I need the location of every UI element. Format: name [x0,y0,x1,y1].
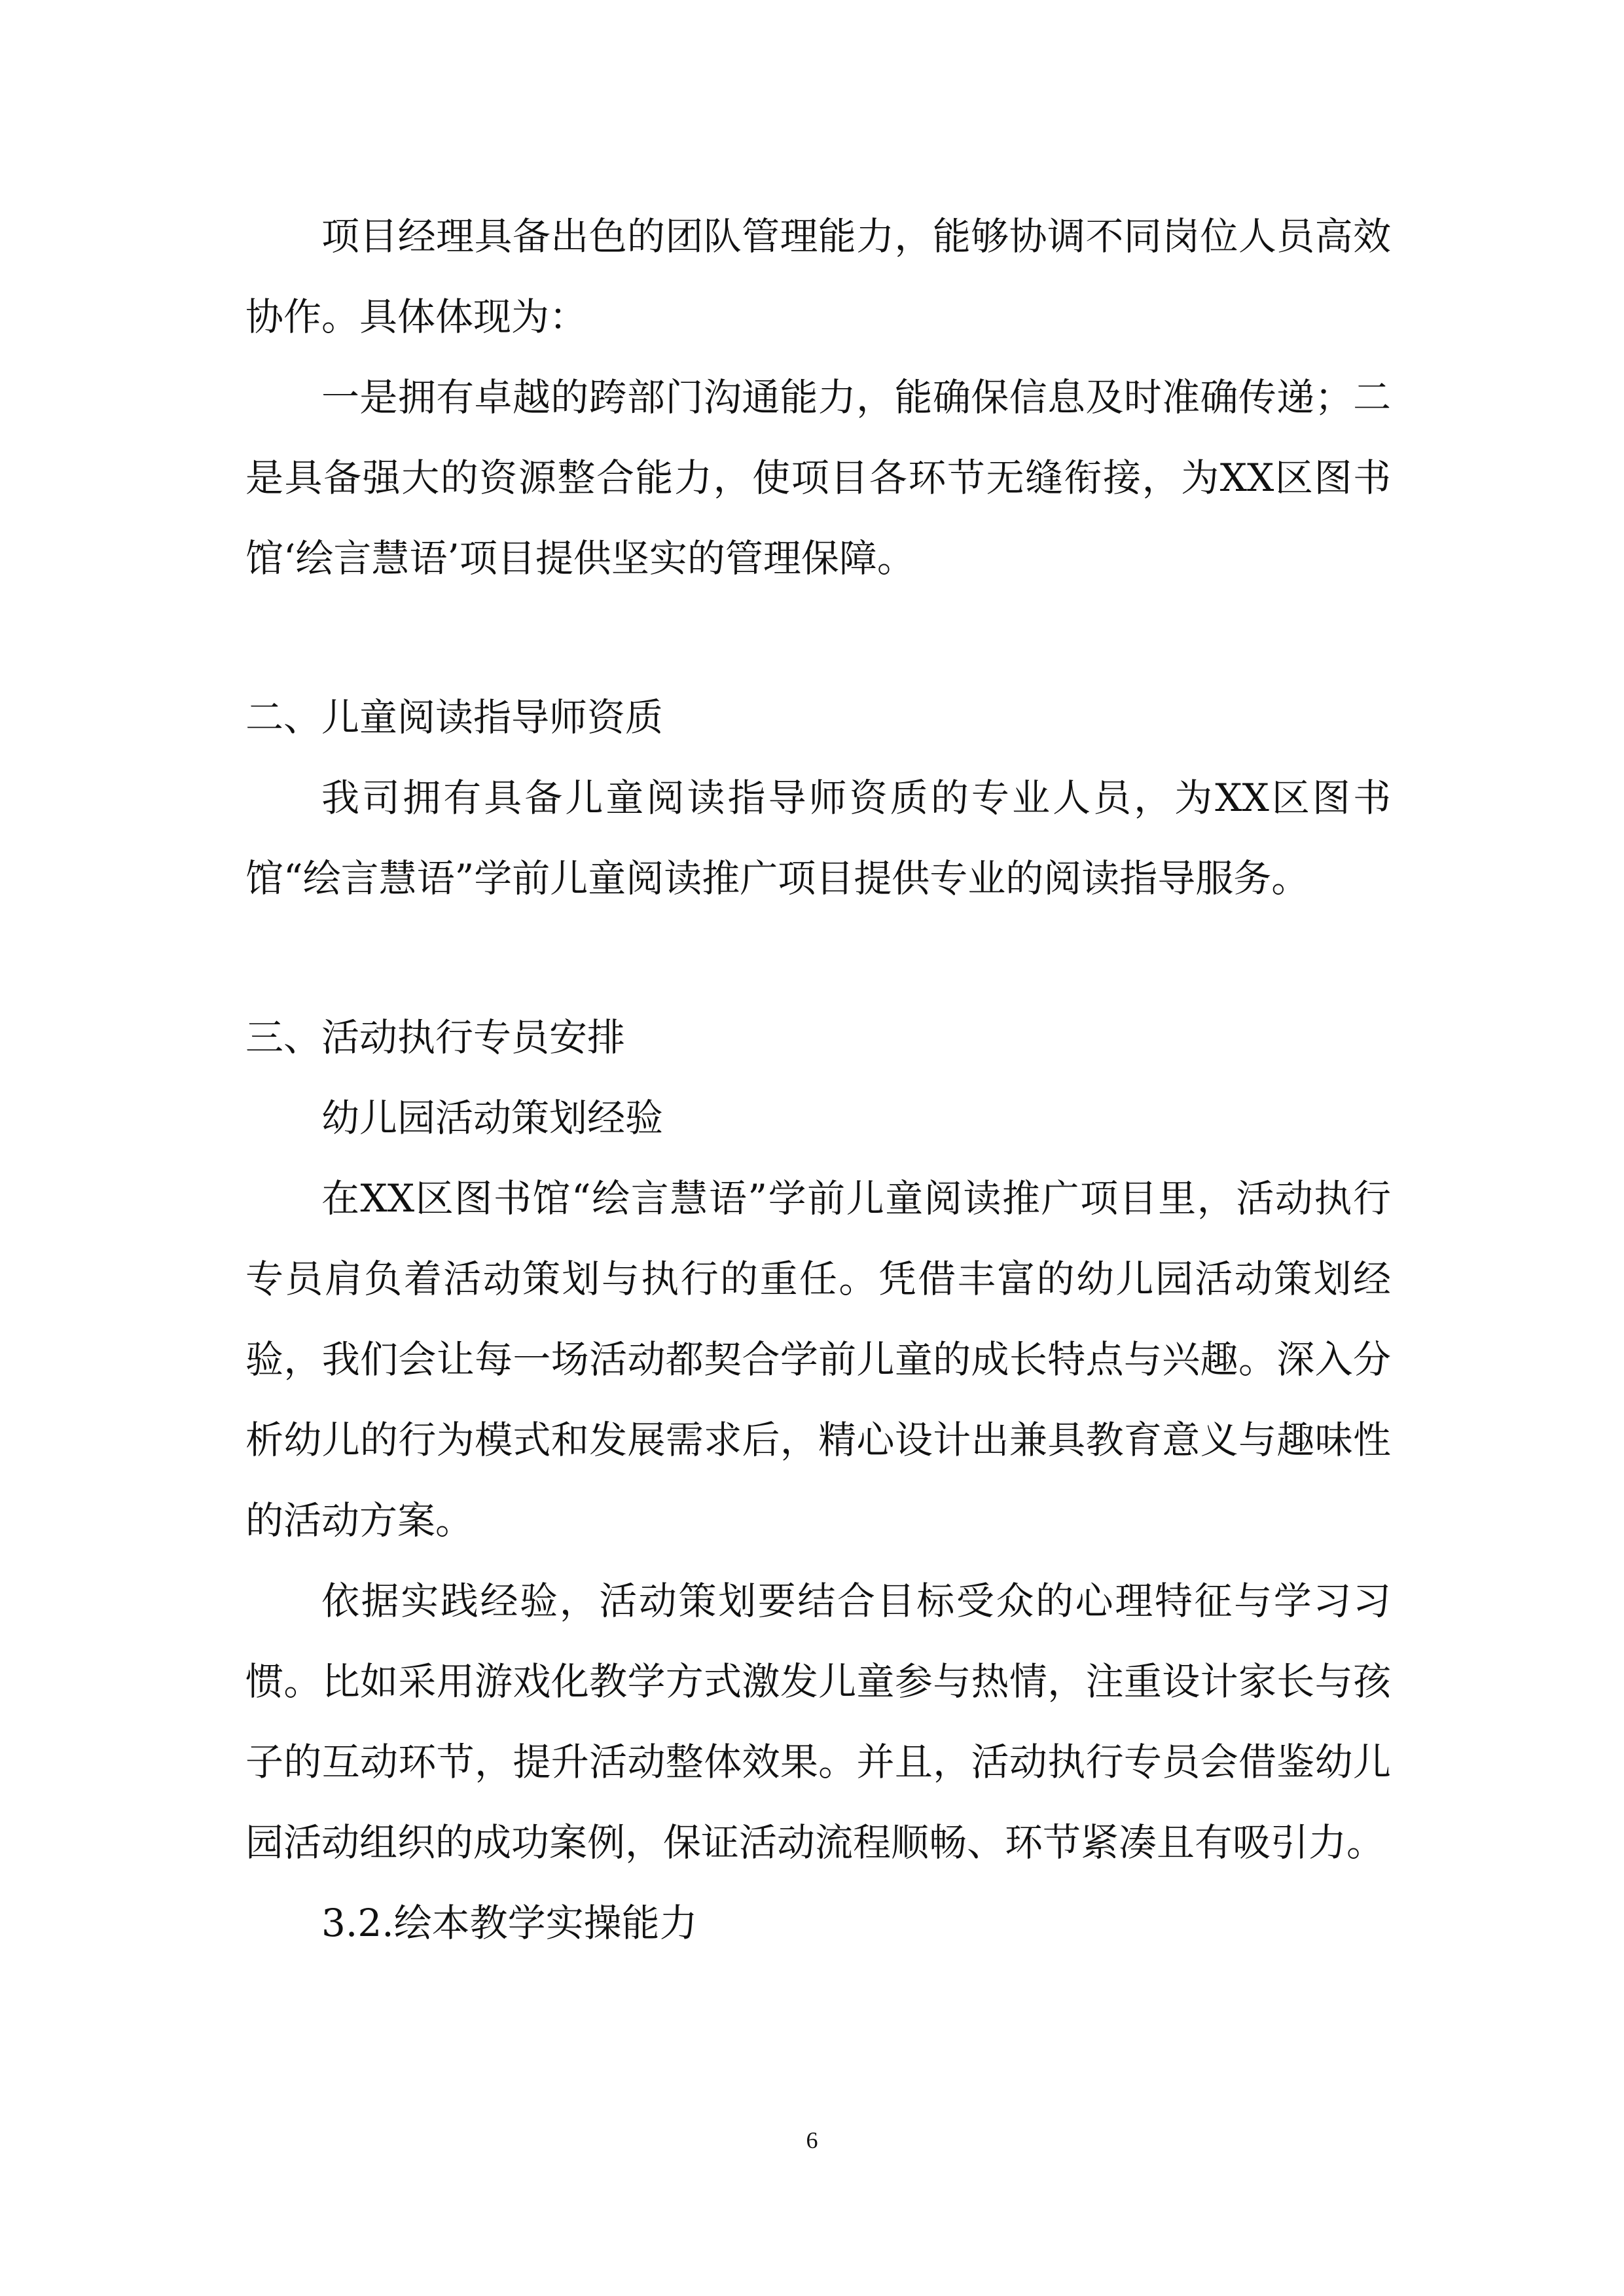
subheading-kindergarten-planning: 幼儿园活动策划经验 [321,1096,664,1140]
paragraph-team-management: 项目经理具备出色的团队管理能力，能够协调不同岗位人员高效协作。具体体现为： [245,214,1391,339]
subheading-picture-book-teaching: 3.2.绘本教学实操能力 [321,1901,698,1945]
page-number: 6 [806,2127,818,2153]
section-gap [245,599,1391,677]
paragraph-activity-planning: 在XX区图书馆“绘言慧语”学前儿童阅读推广项目里，活动执行专员肩负着活动策划与执行的重任。凭借丰富的幼儿园活动策划经验，我们会让每一场活动都契合学前儿童的成长特点与兴趣。深入分析幼儿的行为模式和发展需求后，精心设计出兼具教育意义与趣味性的活动方案。 [245,1176,1391,1543]
paragraph-reading-instructor: 我司拥有具备儿童阅读指导师资质的专业人员，为XX区图书馆“绘言慧语”学前儿童阅读推广项目提供专业的阅读指导服务。 [245,776,1391,901]
section-heading-reading-instructor: 二、儿童阅读指导师资质 [245,695,664,740]
document-body [245,196,1391,1964]
paragraph-communication-integration: 一是拥有卓越的跨部门沟通能力，能确保信息及时准确传递；二是具备强大的资源整合能力，使项目各环节无缝衔接，为XX区图书馆‘绘言慧语’项目提供坚实的管理保障。 [245,375,1391,581]
paragraph-practical-experience: 依据实践经验，活动策划要结合目标受众的心理特征与学习习惯。比如采用游戏化教学方式激发儿童参与热情，注重设计家长与孩子的互动环节，提升活动整体效果。并且，活动执行专员会借鉴幼儿园活动组织的成功案例，保证活动流程顺畅、环节紧凑且有吸引力。 [245,1579,1391,1865]
section-heading-activity-specialist: 三、活动执行专员安排 [245,1015,626,1060]
section-gap [245,919,1391,997]
